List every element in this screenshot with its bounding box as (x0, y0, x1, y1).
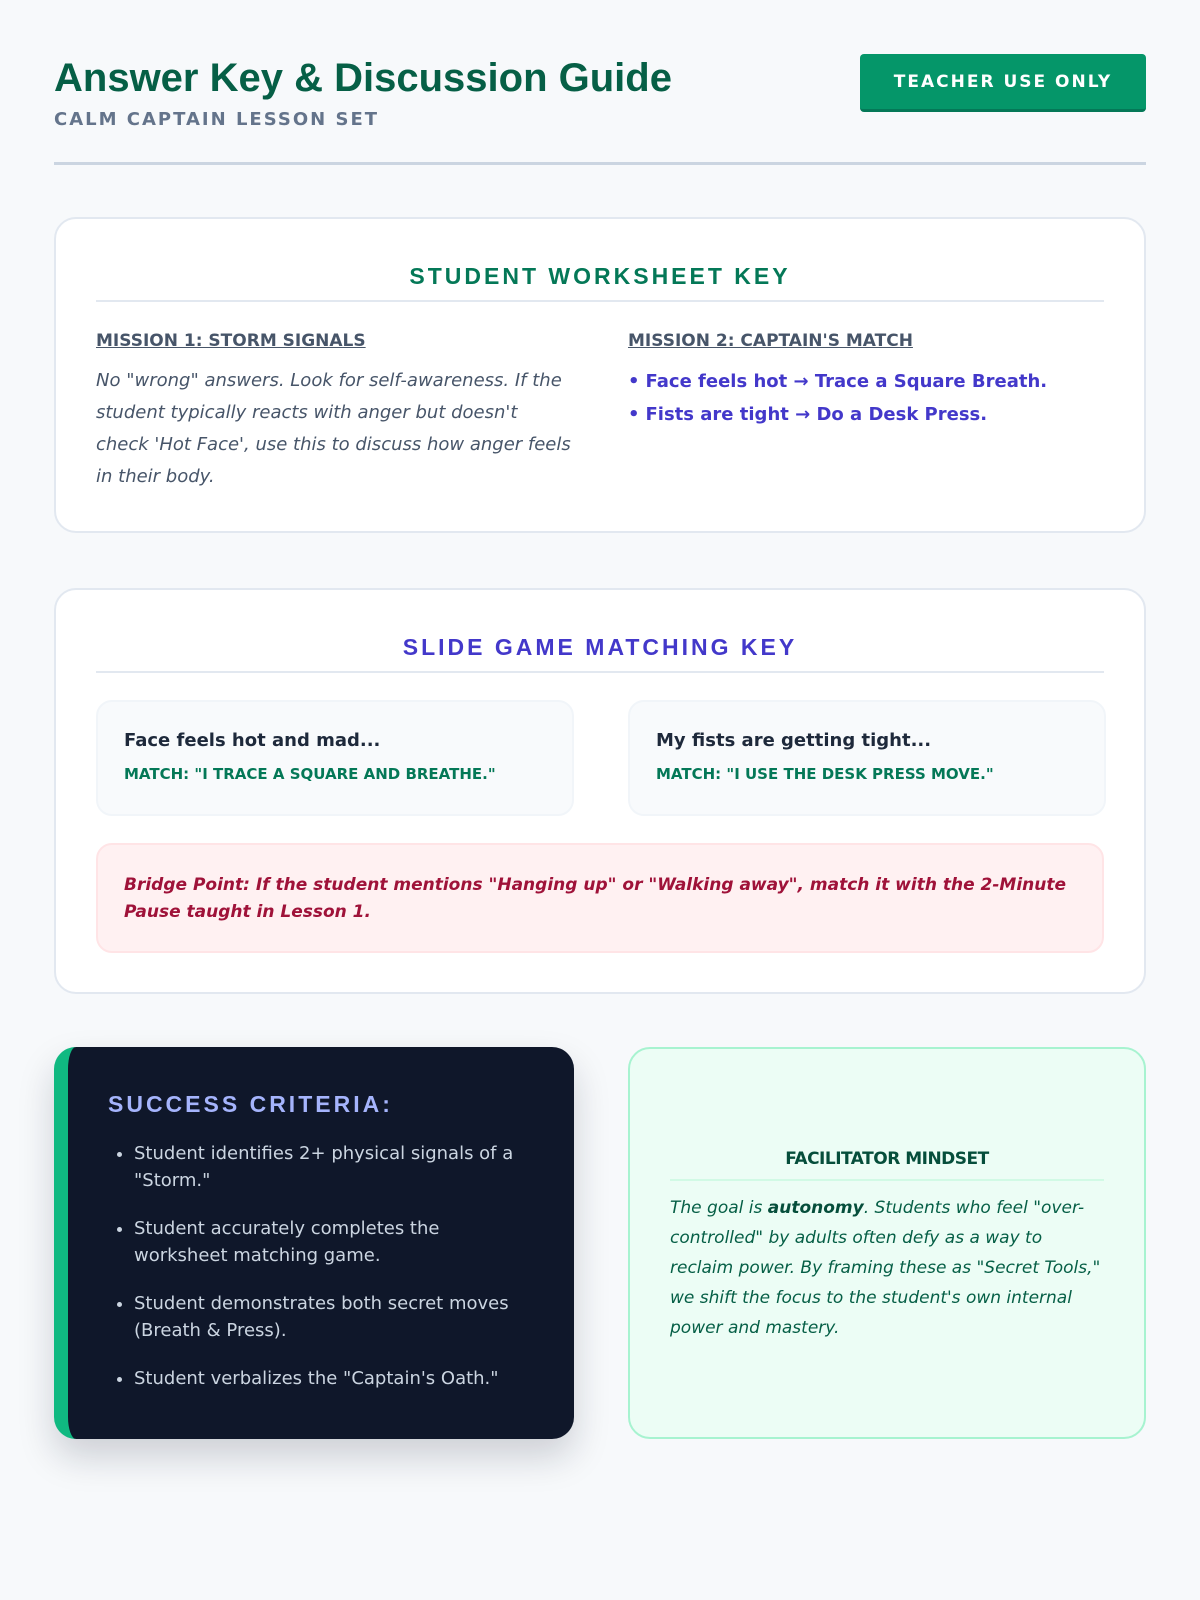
success-criteria-list (108, 1140, 536, 1392)
mission-2-item-text: Face feels hot → Trace a Square Breath. (645, 371, 1048, 392)
match-answer: MATCH: "I TRACE A SQUARE AND BREATHE." (124, 765, 496, 783)
criteria-item: • Student verbalizes the "Captain's Oath." (134, 1365, 536, 1392)
match-box (628, 700, 1106, 816)
mindset-emphasis: autonomy (767, 1198, 864, 1218)
mission-1-section (96, 331, 574, 493)
mission-2-item (628, 365, 1106, 398)
criteria-item: • Student demonstrates both secret moves (Breath & Press). (134, 1290, 536, 1344)
facilitator-mindset-text (670, 1193, 1108, 1343)
match-box (96, 700, 574, 816)
facilitator-mindset-title: FACILITATOR MINDSET (670, 1149, 1104, 1181)
mission-2-section (628, 331, 1106, 431)
mindset-text-start: The goal is (670, 1198, 768, 1218)
mission-2-heading: MISSION 2: CAPTAIN'S MATCH (628, 331, 913, 351)
mission-1-text: No "wrong" answers. Look for self-awareness. If the student typically reacts with anger but doesn't check 'Hot Face', use this to discuss how anger feels in their body. (96, 370, 571, 487)
mission-2-item (628, 398, 1106, 431)
match-prompt: My fists are getting tight... (656, 730, 932, 751)
criteria-item: • Student identifies 2+ physical signals of a "Storm." (134, 1140, 536, 1194)
mission-1-heading: MISSION 1: STORM SIGNALS (96, 331, 366, 351)
worksheet-key-title: STUDENT WORKSHEET KEY (96, 263, 1104, 302)
match-prompt: Face feels hot and mad... (124, 730, 381, 751)
page-subtitle: CALM CAPTAIN LESSON SET (54, 109, 380, 130)
match-answer: MATCH: "I USE THE DESK PRESS MOVE." (656, 765, 994, 783)
success-criteria-title: SUCCESS CRITERIA: (108, 1091, 393, 1117)
facilitator-mindset-panel (628, 1047, 1146, 1439)
mindset-text-end: . Students who feel "over-controlled" by adults often defy as a way to reclaim power. By framing these as "Secret Tools," we shift the focus to the student's own internal power and mastery. (670, 1198, 1101, 1338)
bullet-icon: • (628, 404, 640, 425)
bullet-icon: • (628, 371, 640, 392)
criteria-item: • Student accurately completes the worksheet matching game. (134, 1215, 536, 1269)
slide-game-key-title: SLIDE GAME MATCHING KEY (96, 634, 1104, 673)
teacher-use-only-badge[interactable]: TEACHER USE ONLY (860, 54, 1146, 112)
student-worksheet-key-card (54, 217, 1146, 533)
success-criteria-panel (54, 1047, 574, 1439)
answer-key-page (54, 0, 1146, 1389)
page-header (54, 0, 1146, 165)
page-title: Answer Key & Discussion Guide (54, 56, 672, 100)
slide-game-matching-key-card (54, 588, 1146, 994)
mission-2-item-text: Fists are tight → Do a Desk Press. (645, 404, 988, 425)
bridge-point-note: Bridge Point: If the student mentions "Hanging up" or "Walking away", match it with the 2-Minute Pause taught in Lesson 1. (96, 843, 1104, 953)
